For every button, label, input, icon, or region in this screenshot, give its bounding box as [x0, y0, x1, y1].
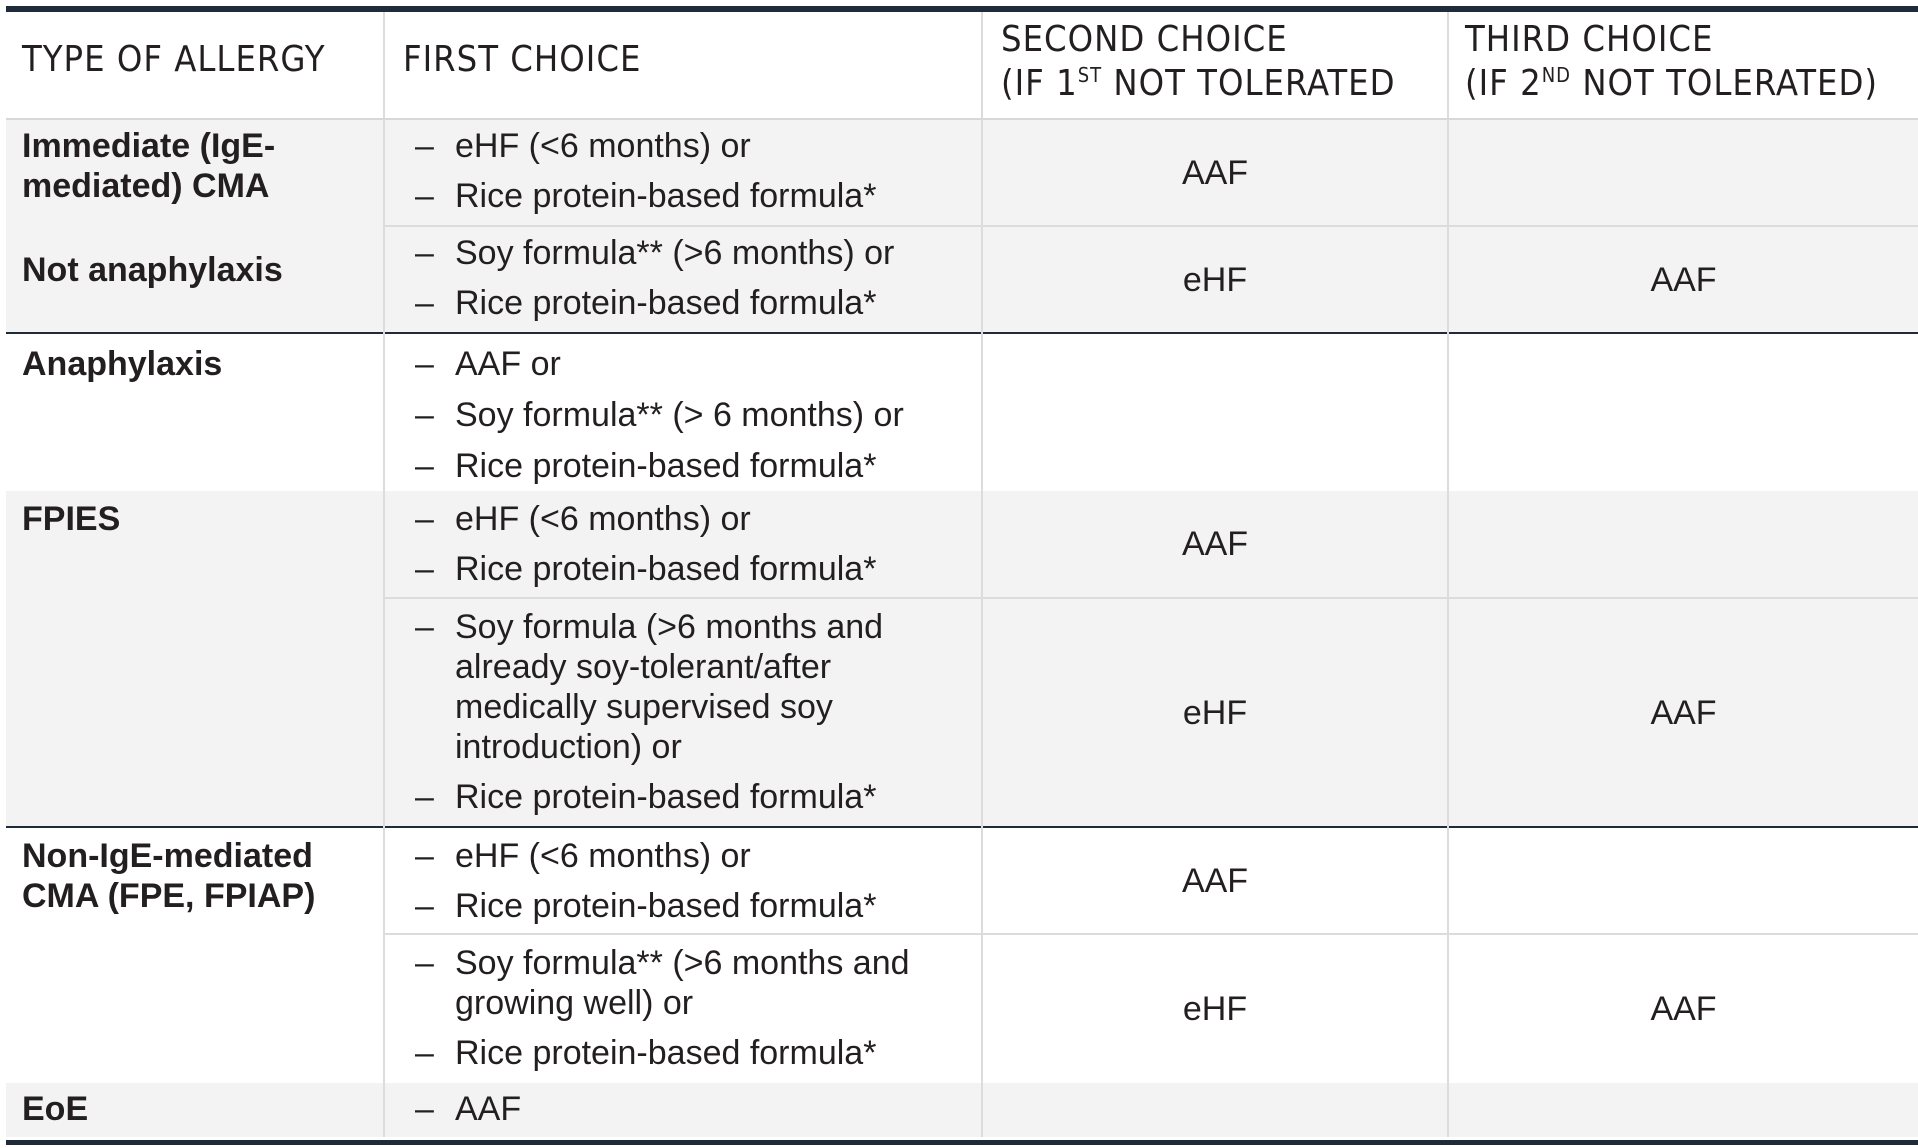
second-choice-cell: AAF [982, 491, 1448, 598]
third-choice-cell [1448, 827, 1918, 934]
header-third-pre: (IF 2 [1465, 63, 1542, 104]
allergy-type-cell: Non-IgE-mediated CMA (FPE, FPIAP) [6, 827, 384, 934]
third-choice-cell: AAF [1448, 226, 1918, 333]
second-choice-cell [982, 1083, 1448, 1137]
second-choice-cell: eHF [982, 934, 1448, 1083]
dash-bullet: – [415, 550, 434, 588]
second-choice-cell: eHF [982, 598, 1448, 827]
table-row [6, 333, 1918, 491]
list-item-text: Rice protein-based formula* [455, 177, 877, 215]
list-item-text: Soy formula** (>6 months and growing well) or [455, 944, 910, 1022]
second-choice-cell: AAF [982, 827, 1448, 934]
dash-bullet: – [415, 234, 434, 272]
first-choice-cell [384, 827, 982, 934]
list-item [415, 943, 981, 1023]
header-second-line2 [1001, 62, 1447, 106]
header-third-post: NOT TOLERATED) [1571, 63, 1879, 104]
header-third-choice [1448, 12, 1918, 119]
header-second-choice [982, 12, 1448, 119]
dash-bullet: – [415, 500, 434, 538]
third-choice-cell: AAF [1448, 934, 1918, 1083]
dash-bullet: – [415, 345, 434, 383]
header-row [6, 12, 1918, 119]
list-item-text: Soy formula** (>6 months) or [455, 234, 895, 272]
list-item-text: Rice protein-based formula* [455, 778, 877, 816]
dash-bullet: – [415, 608, 434, 646]
third-choice-cell [1448, 119, 1918, 226]
table-row [6, 1083, 1918, 1137]
list-item [415, 607, 981, 767]
list-item-text: eHF (<6 months) or [455, 127, 751, 165]
second-choice-cell [982, 333, 1448, 491]
dash-bullet: – [415, 944, 434, 982]
dash-bullet: – [415, 396, 434, 434]
list-item [415, 283, 981, 323]
dash-bullet: – [415, 284, 434, 322]
list-item-text: Rice protein-based formula* [455, 1034, 877, 1072]
table-row [6, 491, 1918, 598]
allergy-type-cell [6, 934, 384, 1083]
dash-bullet: – [415, 1034, 434, 1072]
list-item [415, 1089, 981, 1129]
third-choice-cell: AAF [1448, 598, 1918, 827]
first-choice-cell [384, 598, 982, 827]
list-item-text: AAF [455, 1090, 522, 1128]
list-item [415, 176, 981, 216]
table-row [6, 934, 1918, 1083]
allergy-type-cell: EoE [6, 1083, 384, 1137]
list-item-text: eHF (<6 months) or [455, 500, 751, 538]
list-item-text: Rice protein-based formula* [455, 887, 877, 925]
header-second-line1: SECOND CHOICE [1001, 19, 1288, 60]
dash-bullet: – [415, 1090, 434, 1128]
list-item [415, 395, 981, 435]
list-item-text: Soy formula (>6 months and already soy-tolerant/after medically supervised soy introduction) or [455, 608, 884, 766]
header-third-line2 [1465, 62, 1918, 106]
header-third-sup: ND [1541, 63, 1572, 87]
allergy-type-cell [6, 598, 384, 827]
list-item [415, 549, 981, 589]
third-choice-cell [1448, 333, 1918, 491]
third-choice-cell [1448, 491, 1918, 598]
list-item [415, 446, 981, 486]
dash-bullet: – [415, 447, 434, 485]
table-row [6, 827, 1918, 934]
header-second-pre: (IF 1 [1001, 63, 1078, 104]
first-choice-cell [384, 491, 982, 598]
second-choice-cell: AAF [982, 119, 1448, 226]
list-item-text: Rice protein-based formula* [455, 447, 877, 485]
list-item [415, 499, 981, 539]
first-choice-cell [384, 333, 982, 491]
list-item [415, 233, 981, 273]
table-row [6, 226, 1918, 333]
first-choice-cell [384, 1083, 982, 1137]
allergy-type-cell: FPIES [6, 491, 384, 598]
list-item [415, 126, 981, 166]
first-choice-cell [384, 226, 982, 333]
dash-bullet: – [415, 127, 434, 165]
allergy-type-cell: Anaphylaxis [6, 333, 384, 491]
header-first-choice: FIRST CHOICE [384, 12, 982, 119]
allergy-type-cell: Immediate (IgE-mediated) CMA [6, 119, 384, 226]
list-item [415, 1033, 981, 1073]
list-item [415, 886, 981, 926]
header-second-post: NOT TOLERATED [1102, 63, 1396, 104]
list-item [415, 344, 981, 384]
dash-bullet: – [415, 837, 434, 875]
header-type-of-allergy: TYPE OF ALLERGY [6, 12, 384, 119]
dash-bullet: – [415, 778, 434, 816]
list-item-text: Soy formula** (> 6 months) or [455, 396, 904, 434]
list-item-text: Rice protein-based formula* [455, 284, 877, 322]
list-item-text: Rice protein-based formula* [455, 550, 877, 588]
dash-bullet: – [415, 177, 434, 215]
first-choice-cell [384, 934, 982, 1083]
first-choice-cell [384, 119, 982, 226]
third-choice-cell [1448, 1083, 1918, 1137]
dash-bullet: – [415, 887, 434, 925]
second-choice-cell: eHF [982, 226, 1448, 333]
list-item [415, 836, 981, 876]
allergy-formula-table [6, 12, 1918, 1137]
table-row [6, 598, 1918, 827]
list-item-text: eHF (<6 months) or [455, 837, 751, 875]
allergy-type-cell: Not anaphylaxis [6, 226, 384, 333]
header-third-line1: THIRD CHOICE [1465, 19, 1714, 60]
bottom-rule [6, 1140, 1918, 1145]
list-item [415, 777, 981, 817]
table-row [6, 119, 1918, 226]
header-second-sup: ST [1077, 63, 1103, 87]
list-item-text: AAF or [455, 345, 561, 383]
